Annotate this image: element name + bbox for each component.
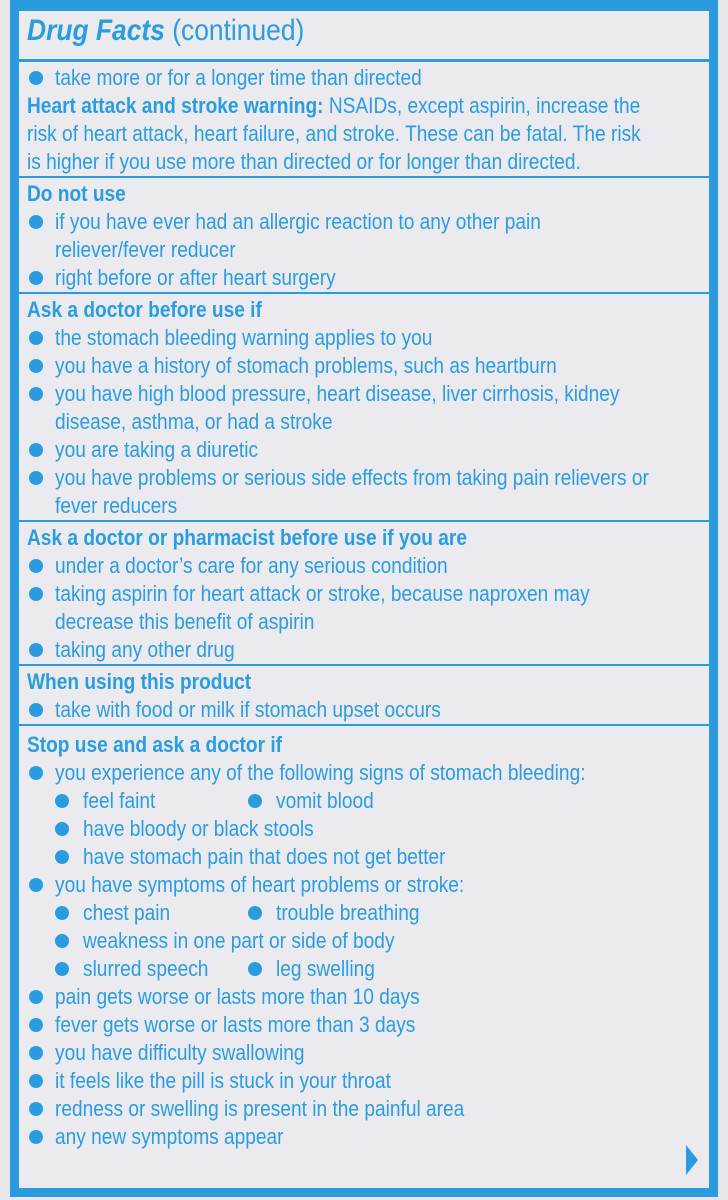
sub-item-text: trouble breathing	[276, 900, 420, 925]
list-item-text: you have problems or serious side effects from taking pain relievers or	[55, 465, 649, 490]
list-item	[19, 235, 709, 263]
bullet-icon	[29, 387, 43, 401]
list-item-text: you have difficulty swallowing	[55, 1040, 305, 1065]
list-item-text: it feels like the pill is stuck in your throat	[55, 1068, 391, 1093]
list-item-text: you have symptoms of heart problems or stroke:	[55, 872, 465, 897]
bullet-icon	[29, 331, 43, 345]
bullet-icon	[29, 215, 43, 229]
panel-body	[19, 62, 709, 1151]
sub-item-text: leg swelling	[276, 956, 375, 981]
bullet-icon	[29, 1074, 43, 1088]
list-item	[19, 407, 709, 435]
list-item-text: if you have ever had an allergic reaction to any other pain	[55, 209, 541, 234]
bullet-icon	[29, 1130, 43, 1144]
sub-list-item	[19, 926, 709, 954]
bullet-icon	[29, 703, 43, 717]
section-heading: When using this product	[27, 669, 252, 694]
list-item	[19, 607, 709, 635]
drug-facts-panel	[10, 0, 718, 1197]
list-item-text: taking any other drug	[55, 637, 235, 662]
section	[19, 666, 709, 726]
list-item-text: you have a history of stomach problems, such as heartburn	[55, 353, 557, 378]
warning-paragraph-line	[19, 119, 709, 147]
list-item	[19, 982, 709, 1010]
section-heading-row	[19, 179, 709, 207]
section-heading: Ask a doctor before use if	[27, 297, 262, 322]
bullet-icon	[29, 990, 43, 1004]
list-item	[19, 579, 709, 607]
bullet-icon	[29, 766, 43, 780]
sub-item-text: weakness in one part or side of body	[83, 928, 395, 953]
section-heading: Do not use	[27, 181, 126, 206]
sub-item-text: chest pain	[83, 900, 171, 925]
list-item	[19, 870, 709, 898]
bullet-icon	[248, 962, 262, 976]
list-item	[19, 1010, 709, 1038]
warning-text	[27, 150, 581, 174]
list-item	[19, 63, 709, 91]
section-heading-row	[19, 730, 709, 758]
list-item	[19, 1094, 709, 1122]
title-bold: Drug Facts	[27, 14, 165, 47]
bullet-icon	[29, 1046, 43, 1060]
bullet-icon	[55, 822, 69, 836]
bullet-icon	[29, 359, 43, 373]
list-item	[19, 463, 709, 491]
list-item	[19, 435, 709, 463]
list-item-text: redness or swelling is present in the painful area	[55, 1096, 465, 1121]
warning-heading: Heart attack and stroke warning:	[27, 93, 324, 118]
sub-item-text: slurred speech	[83, 956, 209, 981]
list-item	[19, 207, 709, 235]
list-item	[19, 695, 709, 723]
section	[19, 522, 709, 666]
bullet-icon	[55, 850, 69, 864]
list-item	[19, 379, 709, 407]
bullet-icon	[55, 794, 69, 808]
section-heading-row	[19, 295, 709, 323]
bullet-icon	[29, 1018, 43, 1032]
list-item	[19, 551, 709, 579]
warning-line: risk of heart attack, heart failure, and stroke. These can be fatal. The risk	[27, 121, 641, 146]
sub-list-item	[19, 814, 709, 842]
warning-text	[27, 122, 641, 146]
list-item-text: right before or after heart surgery	[55, 265, 336, 290]
section-heading: Stop use and ask a doctor if	[27, 732, 283, 757]
section-heading: Ask a doctor or pharmacist before use if you are	[27, 525, 468, 550]
sub-item-text: have bloody or black stools	[83, 816, 314, 841]
bullet-icon	[248, 906, 262, 920]
warning-paragraph-line	[19, 147, 709, 175]
bullet-icon	[55, 962, 69, 976]
sub-list-item	[19, 786, 709, 814]
bullet-icon	[29, 471, 43, 485]
list-item-text: under a doctor’s care for any serious condition	[55, 553, 448, 578]
list-item-text: disease, asthma, or had a stroke	[55, 409, 333, 434]
panel-title	[19, 11, 709, 62]
sub-item-text: feel faint	[83, 788, 156, 813]
section-heading-row	[19, 523, 709, 551]
list-item-text: you have high blood pressure, heart disease, liver cirrhosis, kidney	[55, 381, 620, 406]
title-rest: (continued)	[164, 14, 305, 47]
sub-item-text: have stomach pain that does not get better	[83, 844, 446, 869]
section	[19, 62, 709, 178]
bullet-icon	[29, 71, 43, 85]
list-item-text: the stomach bleeding warning applies to you	[55, 325, 433, 350]
bullet-icon	[55, 934, 69, 948]
list-item-text: take more or for a longer time than directed	[55, 65, 422, 90]
bullet-icon	[55, 906, 69, 920]
bullet-icon	[29, 1102, 43, 1116]
list-item-text: taking aspirin for heart attack or stroke, because naproxen may	[55, 581, 590, 606]
warning-line: NSAIDs, except aspirin, increase the	[323, 93, 641, 118]
bullet-icon	[29, 878, 43, 892]
list-item-text: pain gets worse or lasts more than 10 days	[55, 984, 420, 1009]
continue-arrow-icon	[686, 1145, 698, 1175]
list-item-text: fever gets worse or lasts more than 3 days	[55, 1012, 416, 1037]
list-item-text: fever reducers	[55, 493, 178, 518]
list-item	[19, 1122, 709, 1150]
bullet-icon	[29, 443, 43, 457]
section	[19, 726, 709, 1151]
list-item-text: take with food or milk if stomach upset occurs	[55, 697, 441, 722]
bullet-icon	[29, 559, 43, 573]
sub-list-item	[19, 898, 709, 926]
list-item	[19, 491, 709, 519]
bullet-icon	[29, 587, 43, 601]
section-heading-row	[19, 667, 709, 695]
list-item-text: you experience any of the following signs of stomach bleeding:	[55, 760, 586, 785]
bullet-icon	[29, 643, 43, 657]
list-item-text: reliever/fever reducer	[55, 237, 236, 262]
sub-item-text: vomit blood	[276, 788, 374, 813]
sub-list-item	[19, 954, 709, 982]
list-item-text: any new symptoms appear	[55, 1124, 284, 1149]
section	[19, 294, 709, 522]
warning-paragraph-line	[19, 91, 709, 119]
list-item-text: you are taking a diuretic	[55, 437, 259, 462]
list-item	[19, 263, 709, 291]
list-item-text: decrease this benefit of aspirin	[55, 609, 315, 634]
list-item	[19, 635, 709, 663]
bullet-icon	[248, 794, 262, 808]
list-item	[19, 1066, 709, 1094]
warning-text	[27, 94, 640, 118]
list-item	[19, 758, 709, 786]
section	[19, 178, 709, 294]
list-item	[19, 323, 709, 351]
list-item	[19, 1038, 709, 1066]
sub-list-item	[19, 842, 709, 870]
title-text	[27, 14, 305, 47]
list-item	[19, 351, 709, 379]
warning-line: is higher if you use more than directed or for longer than directed.	[27, 149, 581, 174]
bullet-icon	[29, 271, 43, 285]
